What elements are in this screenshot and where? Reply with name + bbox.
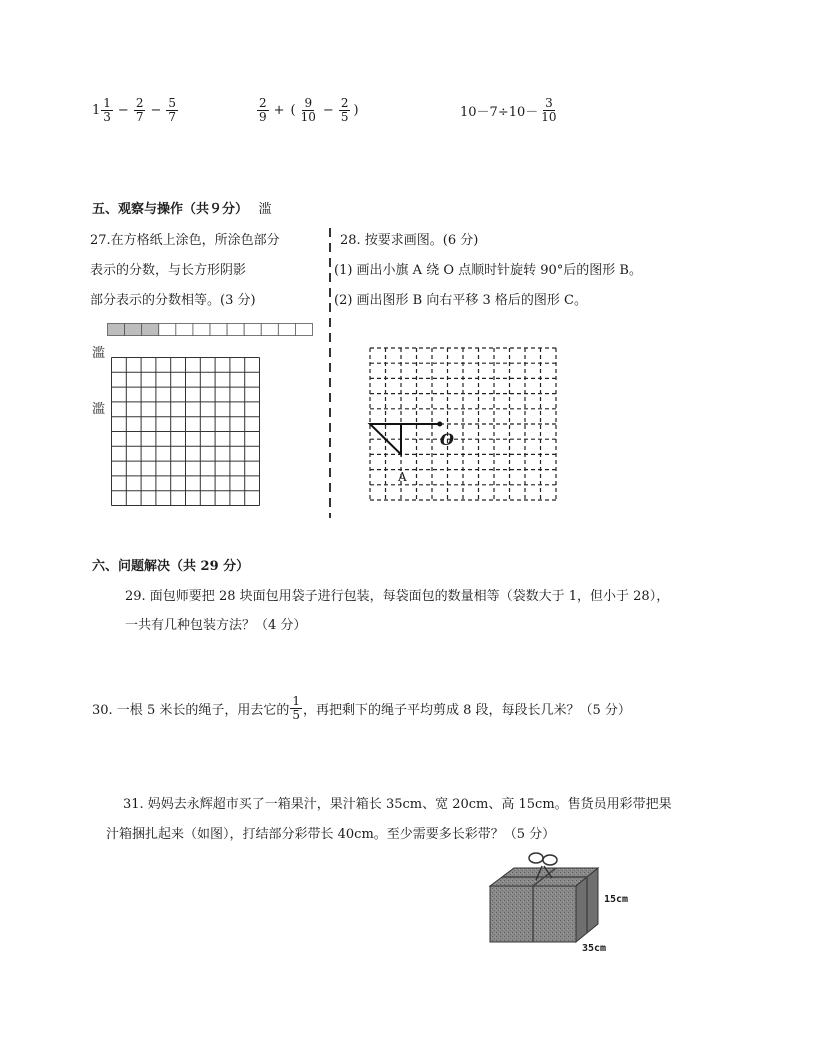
- fraction: $\frac{5}{7}$: [168, 96, 177, 124]
- q30-line: [92, 695, 631, 722]
- fraction: $\frac{9}{10}$: [300, 96, 316, 124]
- bar-cell: [193, 324, 210, 336]
- operator: −: [322, 103, 334, 118]
- q28-line: (2) 画出图形 B 向右平移 3 格后的图形 C。: [334, 293, 587, 308]
- fraction: $\frac{2}{7}$: [135, 96, 144, 124]
- bar-cell: [142, 324, 159, 336]
- q30-text: ，再把剩下的绳子平均剪成 8 段，每段长几米？（5 分）: [302, 703, 631, 718]
- bar-cell: [176, 324, 193, 336]
- q27-line: 表示的分数，与长方形阴影: [90, 263, 247, 278]
- stray-character: 滥: [92, 402, 106, 417]
- q28-line: 28. 按要求画图。(6 分): [340, 233, 479, 248]
- bar-cell: [210, 324, 227, 336]
- q27-line: 27.在方格纸上涂色，所涂色部分: [90, 233, 280, 248]
- left-paren: (: [290, 103, 296, 118]
- q27-line: 部分表示的分数相等。(3 分): [90, 293, 256, 308]
- height-label: 15cm: [604, 894, 629, 905]
- bar-cell: [125, 324, 142, 336]
- point-o-label: O: [440, 430, 454, 449]
- q31-line: 汁箱捆扎起来（如图），打结部分彩带长 40cm。至少需要多长彩带？（5 分）: [106, 827, 556, 842]
- point-a-label: A: [398, 470, 407, 484]
- shaded-rectangle-bar: [107, 323, 313, 337]
- stray-character: 滥: [92, 346, 106, 361]
- bar-cell: [159, 324, 176, 336]
- bar-cell: [108, 324, 125, 336]
- length-label: 35cm: [582, 943, 607, 954]
- expression-text: 10－7÷10－: [460, 105, 539, 120]
- q29-line: 一共有几种包装方法？（4 分）: [125, 618, 307, 633]
- bar-cell: [295, 324, 312, 336]
- fraction: $\frac{2}{9}$: [259, 96, 267, 124]
- operator: −: [150, 103, 162, 118]
- section-title-text: 五、观察与操作（共９分）: [92, 202, 249, 217]
- bar-cell: [227, 324, 244, 336]
- q28-line: (1) 画出小旗 A 绕 O 点顺时针旋转 90°后的图形 B。: [334, 263, 642, 278]
- bar-cell: [278, 324, 295, 336]
- stray-character: 滥: [258, 202, 272, 217]
- q30-text: 30. 一根 5 米长的绳子，用去它的: [92, 703, 290, 718]
- q31-line: 31. 妈妈去永辉超市买了一箱果汁，果汁箱长 35cm、宽 20cm、高 15cm。售货员用彩带把果: [123, 797, 672, 812]
- bar-cell: [244, 324, 261, 336]
- bar-cell: [261, 324, 278, 336]
- square-grid[interactable]: [111, 357, 261, 507]
- section-title: 六、问题解决（共 29 分）: [92, 559, 250, 574]
- operator: +: [273, 103, 285, 118]
- fraction: $\frac{2}{5}$: [340, 96, 349, 124]
- fraction: $\frac{3}{10}$: [541, 96, 557, 124]
- point-o: [437, 422, 442, 427]
- fraction: $\frac{1}{5}$: [292, 694, 300, 722]
- fraction: $\frac{1}{3}$: [103, 96, 111, 124]
- q29-line: 29. 面包师要把 28 块面包用袋子进行包装，每袋面包的数量相等（袋数大于 1，但小于 28），: [125, 589, 670, 604]
- right-paren: ): [353, 103, 359, 118]
- operator: −: [117, 103, 129, 118]
- whole-number: 1: [92, 103, 101, 118]
